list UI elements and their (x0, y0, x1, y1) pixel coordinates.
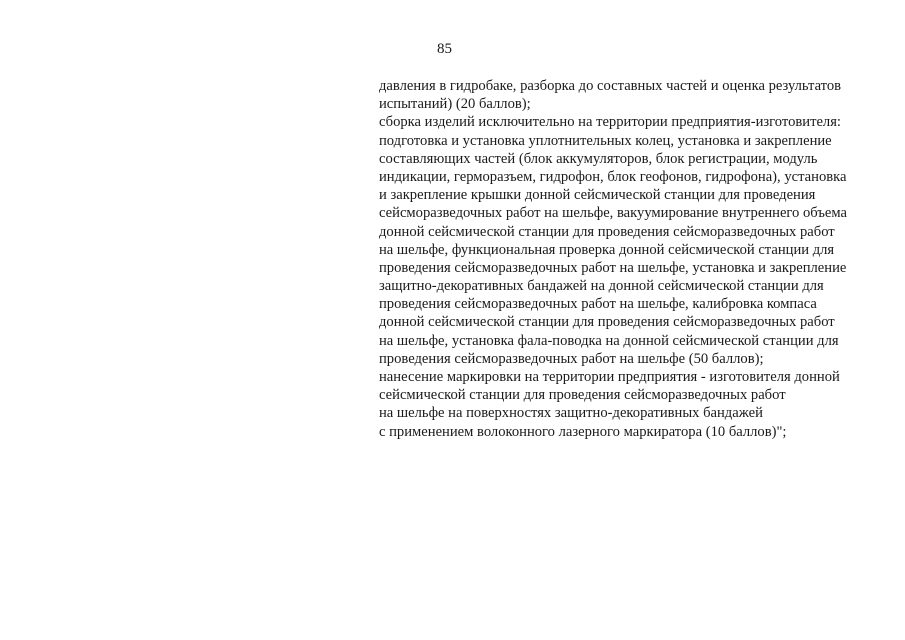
text-line: с применением волоконного лазерного маркиратора (10 баллов)"; (379, 423, 787, 440)
page-number: 85 (437, 41, 452, 57)
text-line: сборка изделий исключительно на территории предприятия-изготовителя: (379, 114, 841, 131)
text-line: и закрепление крышки донной сейсмической станции для проведения (379, 187, 816, 204)
text-line: проведения сейсморазведочных работ на шельфе, калибровка компаса (379, 296, 817, 313)
body-text (379, 77, 879, 441)
text-line: сейсмической станции для проведения сейсморазведочных работ (379, 387, 786, 404)
text-line: защитно-декоративных бандажей на донной сейсмической станции для (379, 278, 824, 295)
text-line: индикации, гермоpазъем, гидрофон, блок геофонов, гидрофона), установка (379, 168, 847, 185)
text-line: проведения сейсморазведочных работ на шельфе (50 баллов); (379, 350, 764, 367)
text-line: подготовка и установка уплотнительных колец, установка и закрепление (379, 132, 832, 149)
text-line: на шельфе на поверхностях защитно-декоративных бандажей (379, 405, 763, 422)
text-line: составляющих частей (блок аккумуляторов, блок регистрации, модуль (379, 150, 818, 167)
text-line: испытаний) (20 баллов); (379, 96, 531, 113)
text-line: донной сейсмической станции для проведения сейсморазведочных работ (379, 223, 835, 240)
text-line: на шельфе, функциональная проверка донной сейсмической станции для (379, 241, 835, 258)
text-line: на шельфе, установка фала-поводка на донной сейсмической станции для (379, 332, 839, 349)
text-line: давления в гидробаке, разборка до составных частей и оценка результатов (379, 78, 842, 94)
text-line: сейсморазведочных работ на шельфе, вакуумирование внутреннего объема (379, 205, 847, 222)
text-line: донной сейсмической станции для проведения сейсморазведочных работ (379, 314, 835, 331)
text-line: нанесение маркировки на территории предприятия - изготовителя донной (379, 369, 840, 385)
text-line: проведения сейсморазведочных работ на шельфе, установка и закрепление (379, 259, 847, 276)
